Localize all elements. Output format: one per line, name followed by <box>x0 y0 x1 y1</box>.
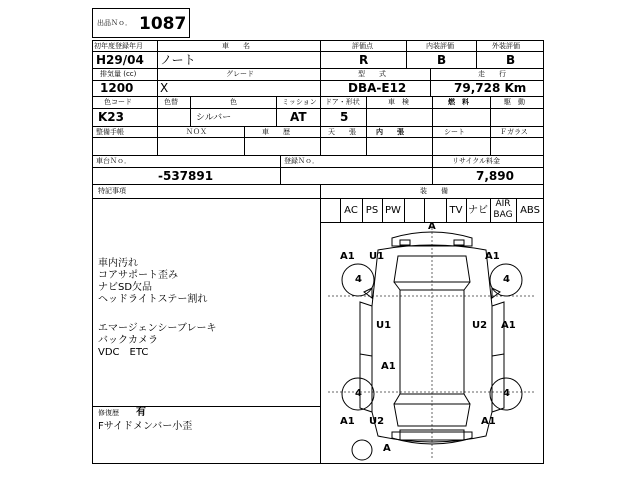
equipment-ac: AC <box>344 205 358 216</box>
repair-label: 修復歴 <box>98 409 119 417</box>
note-line: バックカメラ <box>98 335 158 346</box>
notes-label: 特記事項 <box>98 187 126 195</box>
mark-front-left-corner: A1 <box>340 251 355 262</box>
inspection-label: 車 検 <box>388 98 409 106</box>
nox-label: ＮＯＸ <box>186 128 207 136</box>
mark-rear-left-u: U2 <box>369 416 385 427</box>
service-book-label: 整備手帳 <box>96 128 124 136</box>
repair-value: 有 <box>136 407 146 418</box>
doors-value: 5 <box>340 110 349 124</box>
mark-rear-left-a: A1 <box>340 416 355 427</box>
first-reg-label: 初年度登録年月 <box>94 42 143 50</box>
mark-center-a: A1 <box>381 361 396 372</box>
mark-right-mid-a: A1 <box>501 320 516 331</box>
fglass-label: Ｆガラス <box>500 128 528 136</box>
grade-label: グレード <box>226 70 254 78</box>
doors-label: ドア・形状 <box>325 98 360 106</box>
equipment-abs: ABS <box>520 205 540 216</box>
note-line: コアサポート歪み <box>98 270 178 281</box>
mark-front-left-wheel: 4 <box>355 274 362 285</box>
seat-label: シート <box>444 128 465 136</box>
equipment-ps: PS <box>365 205 379 216</box>
color-code-label: 色コード <box>104 98 132 106</box>
displacement-value: 1200 <box>100 81 134 95</box>
model-name-value: ノート <box>160 53 196 67</box>
interior-label: 内 張 <box>376 128 404 136</box>
transmission-label: ミッション <box>282 98 317 106</box>
note-line: ヘッドライトステー割れ <box>98 294 208 305</box>
chassis-value: -537891 <box>158 169 214 183</box>
repair-detail: Fサイドメンバー小歪 <box>98 421 193 432</box>
first-reg-value: H29/04 <box>96 53 144 67</box>
recycle-label: リサイクル料金 <box>452 157 501 165</box>
mark-front-top: A <box>428 221 436 232</box>
lot-box <box>92 8 190 38</box>
note-line: エマージェンシーブレーキ <box>98 323 217 334</box>
equipment-tv: TV <box>449 205 463 216</box>
notes-group-2 <box>98 323 216 359</box>
note-line: VDC ETC <box>98 347 149 358</box>
note-line: 車内汚れ <box>98 258 138 269</box>
displacement-label: 排気量 (cc) <box>100 70 137 78</box>
equipment-navi: ナビ <box>468 205 488 216</box>
exterior-score-label: 外装評価 <box>492 42 520 50</box>
model-name-label: 車 名 <box>222 42 250 50</box>
equipment-label: 装 備 <box>420 187 448 195</box>
mileage-label: 走 行 <box>478 70 506 78</box>
note-line: ナビSD欠品 <box>98 282 153 293</box>
mark-rear-left-wheel: 4 <box>355 388 362 399</box>
notes-group-1 <box>98 258 207 306</box>
grade-value: X <box>160 81 169 95</box>
color-label: 色 <box>230 98 237 106</box>
grade-score-label: 評価点 <box>352 42 373 50</box>
color-value: シルバー <box>196 113 232 123</box>
fuel-label: 燃 料 <box>448 98 469 106</box>
lot-number: 1087 <box>139 14 187 34</box>
equipment-airbag: AIR BAG <box>493 199 513 220</box>
drive-label: 駆 動 <box>504 98 525 106</box>
model-code-label: 型 式 <box>358 70 386 78</box>
transmission-value: AT <box>290 110 307 124</box>
mark-front-left-u: U1 <box>369 251 385 262</box>
chassis-label: 車台Ｎｏ． <box>96 157 131 165</box>
equipment-pw: PW <box>385 205 401 216</box>
mark-right-mid-u: U2 <box>472 320 488 331</box>
history-label: 車 歴 <box>262 128 290 136</box>
mark-front-right-corner: A1 <box>485 251 500 262</box>
recycle-value: 7,890 <box>476 169 514 183</box>
interior-score-value: B <box>437 53 447 67</box>
lot-label: 出品Ｎｏ． <box>97 19 132 27</box>
model-code-value: DBA-E12 <box>348 81 407 95</box>
grade-score-value: R <box>359 53 369 67</box>
registration-label: 登録Ｎｏ． <box>284 157 319 165</box>
mark-left-mid-u: U1 <box>376 320 392 331</box>
mileage-value: 79,728 Km <box>454 81 527 95</box>
ceiling-label: 天 張 <box>328 128 356 136</box>
color-code-value: K23 <box>98 110 124 124</box>
mark-front-right-wheel: 4 <box>503 274 510 285</box>
color-number-label: 色替 <box>164 98 178 106</box>
mark-rear-bottom: A <box>383 443 391 454</box>
interior-score-label: 内装評価 <box>426 42 454 50</box>
exterior-score-value: B <box>506 53 516 67</box>
mark-rear-right-a: A1 <box>481 416 496 427</box>
mark-rear-right-wheel: 4 <box>503 388 510 399</box>
